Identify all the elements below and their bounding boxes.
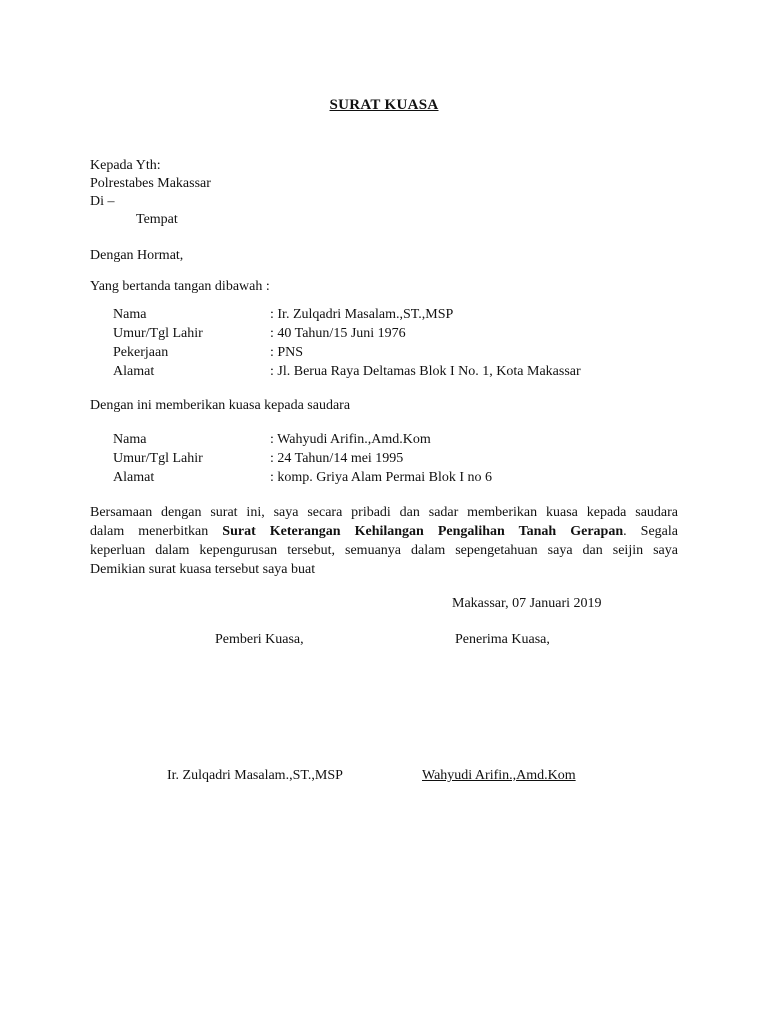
document-title: SURAT KUASA	[329, 97, 439, 113]
field-value: : Jl. Berua Raya Deltamas Blok I No. 1, Kota Makassar	[270, 364, 581, 379]
body-line-2-post: . Segala	[623, 524, 679, 539]
field-label: Nama	[113, 432, 147, 447]
body-paragraph	[90, 503, 678, 579]
giver-role: Pemberi Kuasa,	[215, 632, 304, 647]
body-line-1: Bersamaan dengan surat ini, saya secara pribadi dan sadar memberikan kuasa kepada saudara	[90, 505, 678, 520]
receiver-role: Penerima Kuasa,	[455, 632, 550, 647]
recipient-line-3: Di –	[90, 194, 115, 209]
recipient-line-2: Polrestabes Makassar	[90, 176, 211, 191]
recipient-line-4: Tempat	[136, 212, 178, 227]
body-line-2-pre: dalam menerbitkan	[90, 524, 223, 539]
body-line-4: Demikian surat kuasa tersebut saya buat	[90, 562, 316, 577]
field-value: : 24 Tahun/14 mei 1995	[270, 451, 404, 466]
field-label: Alamat	[113, 364, 155, 379]
transfer-intro: Dengan ini memberikan kuasa kepada saudara	[90, 398, 351, 413]
field-label: Alamat	[113, 470, 155, 485]
recipient-line-1: Kepada Yth:	[90, 158, 161, 173]
field-value: : PNS	[270, 345, 304, 360]
field-value: : Wahyudi Arifin.,Amd.Kom	[270, 432, 431, 447]
field-label: Umur/Tgl Lahir	[113, 326, 203, 341]
field-value: : komp. Griya Alam Permai Blok I no 6	[270, 470, 493, 485]
field-label: Umur/Tgl Lahir	[113, 451, 203, 466]
place-date: Makassar, 07 Januari 2019	[452, 596, 602, 611]
receiver-name: Wahyudi Arifin.,Amd.Kom	[422, 768, 576, 783]
intro-text: Yang bertanda tangan dibawah :	[90, 279, 270, 294]
field-label: Nama	[113, 307, 147, 322]
body-line-2	[90, 522, 678, 541]
field-label: Pekerjaan	[113, 345, 169, 360]
greeting: Dengan Hormat,	[90, 248, 184, 263]
document-subject: Surat Keterangan Kehilangan Pengalihan Tanah Gerapan	[222, 524, 624, 539]
field-value: : Ir. Zulqadri Masalam.,ST.,MSP	[270, 307, 454, 322]
giver-name: Ir. Zulqadri Masalam.,ST.,MSP	[167, 768, 343, 783]
body-line-3: keperluan dalam kepengurusan tersebut, semuanya dalam sepengetahuan saya dan seijin saya	[90, 543, 678, 558]
field-value: : 40 Tahun/15 Juni 1976	[270, 326, 406, 341]
